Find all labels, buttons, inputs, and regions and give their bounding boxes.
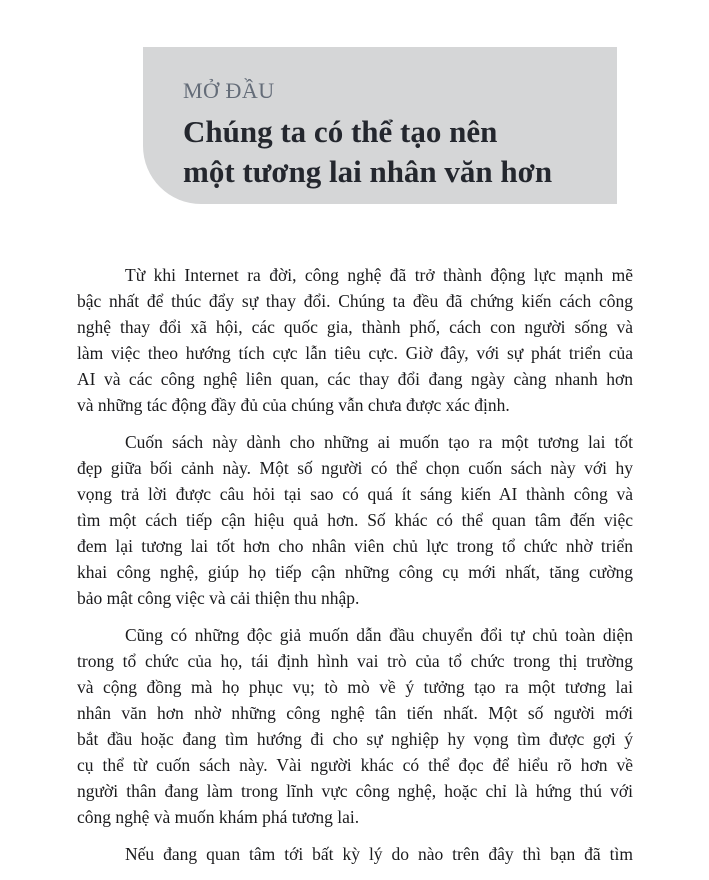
chapter-title [183, 112, 617, 192]
text-line: đem lại tương lai tốt hơn cho nhân viên chủ lực trong tổ chức nhờ triển [77, 536, 633, 556]
text-line: trong tổ chức của họ, tái định hình vai trò của tổ chức trong thị trường [77, 651, 633, 671]
chapter-header [143, 47, 617, 204]
page-body [77, 262, 633, 878]
text-line: và những tác động đầy đủ của chúng vẫn chưa được xác định. [77, 395, 510, 415]
text-line: đẹp giữa bối cảnh này. Một số người có thể chọn cuốn sách này với hy [77, 458, 633, 478]
text-line: nghệ thay đổi xã hội, các quốc gia, thành phố, cách con người sống và [77, 317, 633, 337]
text-line: công nghệ và muốn khám phá tương lai. [77, 807, 360, 827]
text-line: và cộng đồng mà họ phục vụ; tò mò về ý tưởng tạo ra một tương lai [77, 677, 633, 697]
paragraph [77, 429, 633, 611]
text-line: bảo mật công việc và cải thiện thu nhập. [77, 588, 360, 608]
text-line: làm việc theo hướng tích cực lẫn tiêu cực. Giờ đây, với sự phát triển của [77, 343, 633, 363]
chapter-title-line: Chúng ta có thể tạo nên [183, 114, 498, 150]
chapter-kicker: MỞ ĐẦU [183, 78, 275, 103]
chapter-title-line: một tương lai nhân văn hơn [183, 154, 553, 190]
paragraph [77, 622, 633, 830]
text-line: vọng trả lời được câu hỏi tại sao có quá ít sáng kiến AI thành công và [77, 484, 633, 504]
text-line: Nếu đang quan tâm tới bất kỳ lý do nào trên đây thì bạn đã tìm [125, 844, 633, 864]
text-line: AI và các công nghệ liên quan, các thay đổi đang ngày càng nhanh hơn [77, 369, 633, 389]
paragraph [77, 841, 633, 867]
text-line: tìm một cách tiếp cận hiệu quả hơn. Số khác có thể quan tâm đến việc [77, 510, 633, 530]
text-line: Cuốn sách này dành cho những ai muốn tạo ra một tương lai tốt [125, 432, 633, 452]
text-line: người thân đang làm trong lĩnh vực công nghệ, hoặc chỉ là hứng thú với [77, 781, 633, 801]
text-line: bắt đầu hoặc đang tìm hướng đi cho sự nghiệp hy vọng tìm được gợi ý [77, 729, 633, 749]
text-line: Từ khi Internet ra đời, công nghệ đã trở thành động lực mạnh mẽ [125, 265, 633, 285]
text-line: bậc nhất để thúc đẩy sự thay đổi. Chúng ta đều đã chứng kiến cách công [77, 291, 633, 311]
text-line: Cũng có những độc giả muốn dẫn đầu chuyển đổi tự chủ toàn diện [125, 625, 633, 645]
text-line: cụ thể từ cuốn sách này. Vài người khác có thể đọc để hiểu rõ hơn về [77, 755, 633, 775]
text-line: khai công nghệ, giúp họ tiếp cận những công cụ mới nhất, tăng cường [77, 562, 633, 582]
paragraph [77, 262, 633, 418]
text-line: nhân văn hơn nhờ những công nghệ tân tiến nhất. Một số người mới [77, 703, 633, 723]
